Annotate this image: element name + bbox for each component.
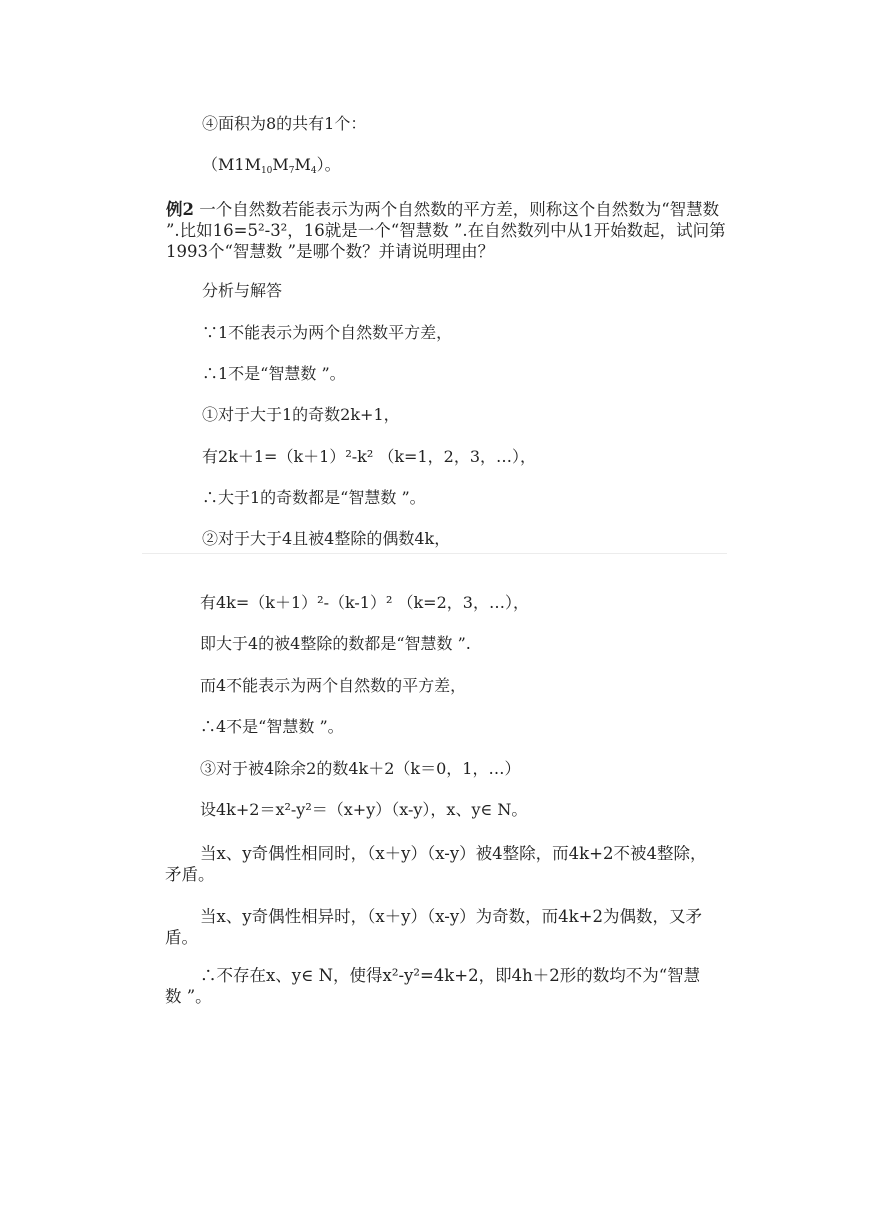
proof-line: ∴4不是“智慧数 ”。	[200, 717, 344, 736]
page-divider	[142, 553, 727, 554]
analysis-heading: 分析与解答	[202, 281, 283, 300]
proof-line: ∵1不能表示为两个自然数平方差，	[202, 323, 453, 342]
proof-line: ∴大于1的奇数都是“智慧数 ”。	[202, 488, 426, 507]
paren-close-text: ）。	[316, 155, 341, 174]
proof-line: 有2k＋1=（k＋1）²-k² （k=1，2，3，…），	[202, 447, 536, 466]
subscript-10: 10	[260, 166, 273, 176]
proof-line: 即大于4的被4整除的数都是“智慧数 ”.	[200, 634, 471, 653]
m-letter: M	[272, 155, 289, 174]
proof-line: 设4k+2＝x²-y²＝（x+y）（x-y），x、y∈ N。	[200, 800, 528, 819]
paren-open-text: （M1M	[202, 155, 261, 174]
different-parity-paragraph: 当x、y奇偶性相异时，（x＋y）（x-y）为奇数，而4k+2为偶数，又矛盾。	[165, 907, 702, 947]
proof-line: 而4不能表示为两个自然数的平方差，	[200, 676, 467, 695]
subscript-4: 4	[310, 166, 317, 176]
proof-line: ∴1不是“智慧数 ”。	[202, 364, 346, 383]
example-2-paragraph	[166, 199, 731, 262]
same-parity-paragraph: 当x、y奇偶性相同时，（x＋y）（x-y）被4整除，而4k+2不被4整除，矛盾。	[165, 844, 707, 884]
proof-line: ③对于被4除余2的数4k＋2（k＝0，1，…）	[200, 759, 521, 778]
example-text: 一个自然数若能表示为两个自然数的平方差，则称这个自然数为“智慧数 ”.比如16=5²-3²，16就是一个“智慧数 ”.在自然数列中从1开始数起，试问第1993个“智慧数 ”是哪个数？并请说明理由？	[166, 200, 726, 261]
proof-line: ②对于大于4且被4整除的偶数4k，	[202, 529, 451, 548]
conclusion-paragraph: ∴不存在x、y∈ N，使得x²-y²=4k+2，即4h＋2形的数均不为“智慧数 ”。	[165, 966, 701, 1006]
proof-line: ①对于大于1的奇数2k+1，	[202, 405, 400, 424]
m-letter: M	[294, 155, 311, 174]
area-8-count-line: ④面积为8的共有1个：	[202, 114, 367, 133]
quadrilateral-m-line	[202, 155, 341, 181]
subscript-7: 7	[288, 166, 295, 176]
proof-line: 有4k=（k＋1）²-（k-1）² （k=2，3，…），	[200, 593, 529, 612]
example-label: 例2	[166, 200, 194, 219]
